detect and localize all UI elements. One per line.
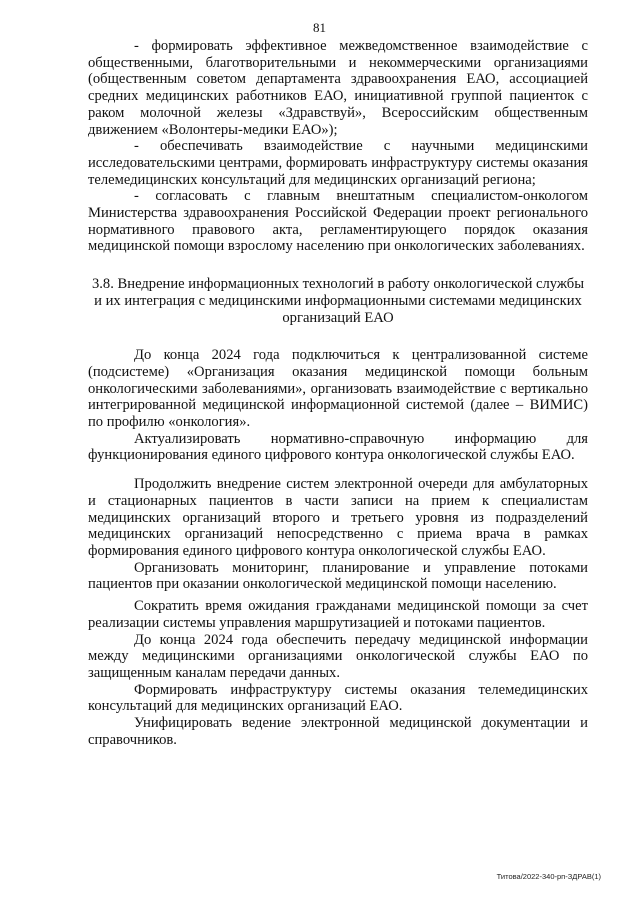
- paragraph: Унифицировать ведение электронной медицинской документации и справочников.: [88, 715, 588, 748]
- paragraph: - формировать эффективное межведомственное взаимодействие с общественными, благотворительными и некоммерческими организациями (общественным советом департамента здравоохранения ЕАО, ассоциацией средних медицинских работников ЕАО, инициативной группой пациенток с раком молочной железы «Здравствуй», Всероссийским общественным движением «Волонтеры-медики ЕАО»);: [88, 38, 588, 138]
- paragraph: Сократить время ожидания гражданами медицинской помощи за счет реализации системы управления маршрутизацией и потоками пациентов.: [88, 598, 588, 631]
- paragraph: До конца 2024 года обеспечить передачу медицинской информации между медицинскими организациями онкологической службы ЕАО по защищенным каналам передачи данных.: [88, 631, 588, 681]
- paragraph: Организовать мониторинг, планирование и управление потоками пациентов при оказании онкологической медицинской помощи населению.: [88, 559, 588, 593]
- paragraph: До конца 2024 года подключиться к централизованной системе (подсистеме) «Организация оказания медицинской помощи больным онкологическими заболеваниями», организовать взаимодействие с вертикально интегрированной медицинской информационной системой (далее – ВИМИС) по профилю «онкология».: [88, 347, 588, 431]
- document-stamp: Титова/2022-340-рп-ЗДРАВ(1): [496, 872, 601, 881]
- paragraph: Актуализировать нормативно-справочную информацию для функционирования единого цифрового контура онкологической службы ЕАО.: [88, 430, 588, 464]
- paragraph: - согласовать с главным внештатным специалистом-онкологом Министерства здравоохранения Российской Федерации проект регионального нормативного правового акта, регламентирующего порядок оказания медицинской помощи взрослому населению при онкологических заболеваниях.: [88, 188, 588, 255]
- paragraph: Продолжить внедрение систем электронной очереди для амбулаторных и стационарных пациентов в части записи на прием к специалистам медицинских организаций второго и третьего уровня из подразделений медицинских организаций непосредственно с приема врача в рамках формирования единого цифрового контура онкологической службы ЕАО.: [88, 476, 588, 559]
- page-number: 81: [313, 20, 326, 35]
- section-heading: 3.8. Внедрение информационных технологий в работу онкологической службы и их интеграция с медицинскими информационными системами медицинских организаций ЕАО: [91, 276, 585, 326]
- paragraph: Формировать инфраструктуру системы оказания телемедицинских консультаций для медицинских организаций ЕАО.: [88, 681, 588, 715]
- document-body: [88, 38, 588, 748]
- paragraph: - обеспечивать взаимодействие с научными медицинскими исследовательскими центрами, формировать инфраструктуру системы оказания телемедицинских консультаций для медицинских организаций региона;: [88, 138, 588, 188]
